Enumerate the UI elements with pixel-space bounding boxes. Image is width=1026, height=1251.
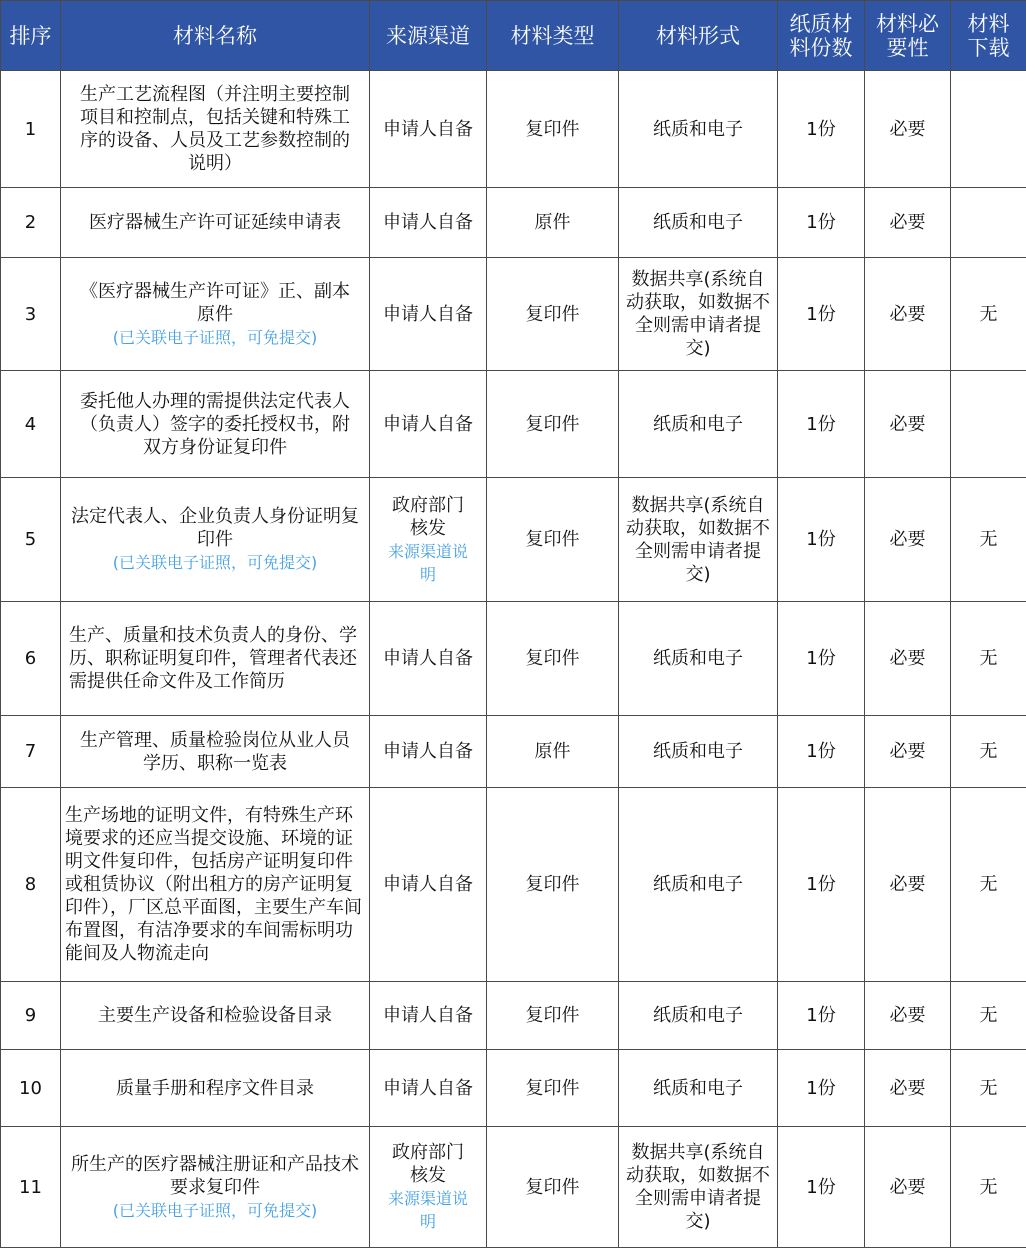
cell-form: 纸质和电子 [619,788,778,982]
cell-name [61,1050,370,1127]
cell-name [61,1127,370,1248]
cell-source: 申请人自备 [370,716,487,788]
cell-index: 8 [1,788,61,982]
cell-source: 申请人自备 [370,371,487,478]
cell-name [61,478,370,602]
header-name: 材料名称 [61,1,370,71]
cell-source [370,478,487,602]
cell-required: 必要 [865,478,951,602]
cell-form: 纸质和电子 [619,71,778,188]
cell-type: 复印件 [487,371,619,478]
cell-index: 1 [1,71,61,188]
cell-type: 复印件 [487,258,619,371]
header-row [1,1,1026,71]
source-text: 政府部门核发 [392,1142,464,1186]
cell-form: 数据共享(系统自动获取，如数据不全则需申请者提交) [619,478,778,602]
cell-source [370,1127,487,1248]
cell-type: 复印件 [487,1127,619,1248]
cell-type: 原件 [487,188,619,258]
cell-copies: 1份 [778,188,865,258]
cell-index: 3 [1,258,61,371]
cell-form: 纸质和电子 [619,716,778,788]
cell-name [61,188,370,258]
cell-required: 必要 [865,1127,951,1248]
header-form: 材料形式 [619,1,778,71]
material-name: 法定代表人、企业负责人身份证明复印件 [71,506,359,550]
cell-name [61,258,370,371]
source-explain-link[interactable]: 来源渠道说明 [387,1189,468,1231]
cell-source: 申请人自备 [370,188,487,258]
material-name: 所生产的医疗器械注册证和产品技术要求复印件 [71,1153,359,1198]
table-row [1,258,1026,371]
source-explain-link[interactable]: 来源渠道说明 [387,541,468,584]
cell-required: 必要 [865,71,951,188]
table-row [1,71,1026,188]
cell-form: 数据共享(系统自动获取，如数据不全则需申请者提交) [619,1127,778,1248]
cell-index: 10 [1,1050,61,1127]
cell-name [61,602,370,716]
table-header [1,1,1026,71]
table-row [1,371,1026,478]
cell-download: 无 [951,1050,1026,1127]
cell-name [61,71,370,188]
header-copies: 纸质材料份数 [778,1,865,71]
material-name: 生产工艺流程图（并注明主要控制项目和控制点，包括关键和特殊工序的设备、人员及工艺参数控制的说明） [80,84,350,174]
cell-type: 复印件 [487,71,619,188]
cell-form: 纸质和电子 [619,188,778,258]
cell-source: 申请人自备 [370,982,487,1050]
e-license-note: (已关联电子证照，可免提交) [112,553,318,572]
cell-download: 无 [951,716,1026,788]
table-row [1,1127,1026,1248]
cell-index: 6 [1,602,61,716]
cell-download [951,71,1026,188]
cell-required: 必要 [865,1050,951,1127]
cell-form: 纸质和电子 [619,1050,778,1127]
cell-index: 9 [1,982,61,1050]
cell-required: 必要 [865,258,951,371]
cell-copies: 1份 [778,1050,865,1127]
cell-required: 必要 [865,716,951,788]
cell-form: 纸质和电子 [619,602,778,716]
cell-copies: 1份 [778,478,865,602]
material-name: 医疗器械生产许可证延续申请表 [89,212,341,233]
cell-type: 复印件 [487,982,619,1050]
material-name: 主要生产设备和检验设备目录 [98,1005,332,1026]
cell-index: 7 [1,716,61,788]
table-row [1,188,1026,258]
cell-copies: 1份 [778,716,865,788]
table-row [1,788,1026,982]
cell-source: 申请人自备 [370,71,487,188]
cell-required: 必要 [865,788,951,982]
header-source: 来源渠道 [370,1,487,71]
cell-download: 无 [951,1127,1026,1248]
cell-form: 纸质和电子 [619,371,778,478]
cell-download: 无 [951,602,1026,716]
cell-type: 复印件 [487,478,619,602]
cell-download: 无 [951,788,1026,982]
cell-name [61,982,370,1050]
table-row [1,478,1026,602]
cell-required: 必要 [865,371,951,478]
cell-required: 必要 [865,982,951,1050]
cell-download: 无 [951,478,1026,602]
table-row [1,982,1026,1050]
cell-download [951,371,1026,478]
cell-source: 申请人自备 [370,1050,487,1127]
cell-index: 5 [1,478,61,602]
cell-source: 申请人自备 [370,602,487,716]
cell-index: 2 [1,188,61,258]
cell-download: 无 [951,982,1026,1050]
cell-copies: 1份 [778,1127,865,1248]
material-name: 质量手册和程序文件目录 [116,1077,314,1099]
table-row [1,716,1026,788]
cell-name [61,371,370,478]
header-download: 材料下载 [951,1,1026,71]
cell-download: 无 [951,258,1026,371]
header-index: 排序 [1,1,61,71]
cell-copies: 1份 [778,982,865,1050]
material-name: 《医疗器械生产许可证》正、副本原件 [80,280,350,325]
e-license-note: (已关联电子证照，可免提交) [112,327,318,347]
cell-type: 复印件 [487,1050,619,1127]
cell-type: 复印件 [487,602,619,716]
cell-copies: 1份 [778,602,865,716]
source-text: 政府部门核发 [392,494,464,539]
cell-form: 纸质和电子 [619,982,778,1050]
cell-form: 数据共享(系统自动获取，如数据不全则需申请者提交) [619,258,778,371]
cell-source: 申请人自备 [370,258,487,371]
cell-source: 申请人自备 [370,788,487,982]
cell-download [951,188,1026,258]
material-name: 生产、质量和技术负责人的身份、学历、职称证明复印件，管理者代表还需提供任命文件及工作简历 [69,625,357,692]
cell-required: 必要 [865,602,951,716]
cell-type: 复印件 [487,788,619,982]
material-name: 生产场地的证明文件，有特殊生产环境要求的还应当提交设施、环境的证明文件复印件，包括房产证明复印件或租赁协议（附出租方的房产证明复印件），厂区总平面图，主要生产车间布置图，有洁净要求的车间需标明功能间及人物流走向 [65,805,362,964]
cell-index: 11 [1,1127,61,1248]
cell-index: 4 [1,371,61,478]
cell-name [61,788,370,982]
header-required: 材料必要性 [865,1,951,71]
header-type: 材料类型 [487,1,619,71]
cell-type: 原件 [487,716,619,788]
cell-name [61,716,370,788]
cell-required: 必要 [865,188,951,258]
e-license-note: (已关联电子证照，可免提交) [112,1200,318,1220]
material-name: 生产管理、质量检验岗位从业人员学历、职称一览表 [80,729,350,774]
table-row [1,1050,1026,1127]
cell-copies: 1份 [778,71,865,188]
material-name: 委托他人办理的需提供法定代表人（负责人）签字的委托授权书，附双方身份证复印件 [80,390,350,458]
cell-copies: 1份 [778,788,865,982]
cell-copies: 1份 [778,371,865,478]
cell-copies: 1份 [778,258,865,371]
table-row [1,602,1026,716]
